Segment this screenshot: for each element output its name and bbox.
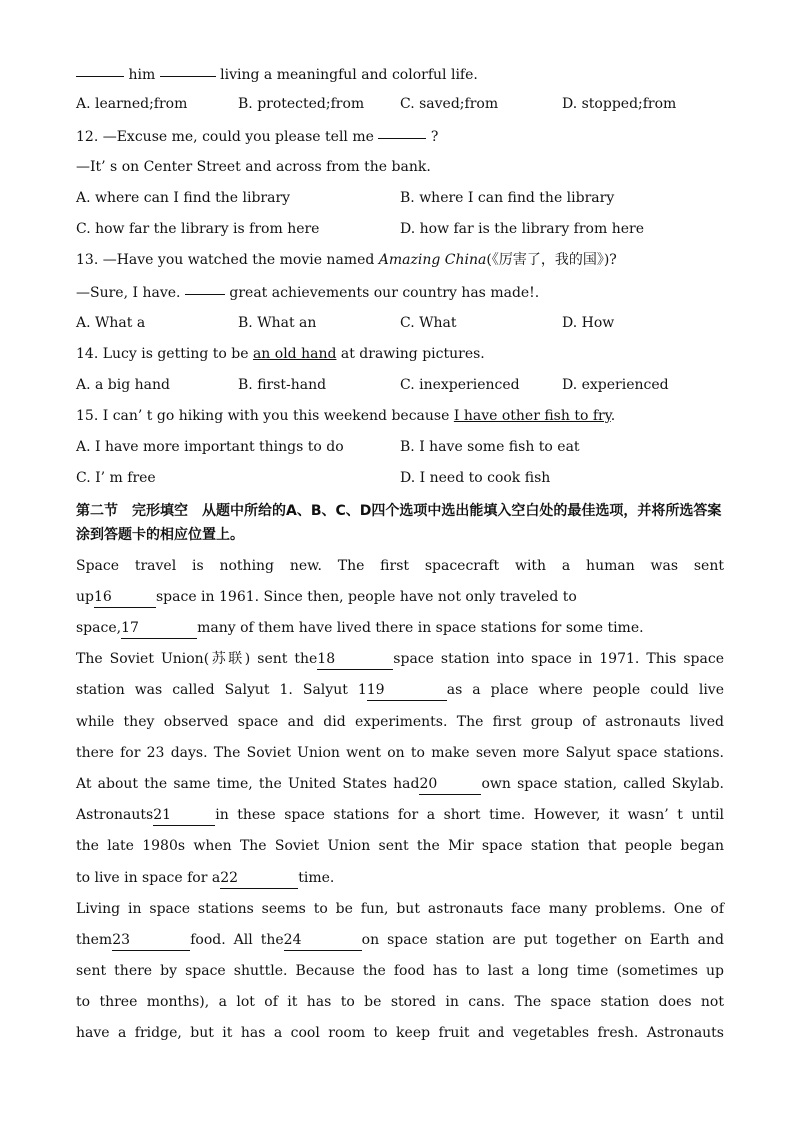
cloze-blank-20: 20 [419, 774, 481, 795]
q15-stem-pre: 15. I can’ t go hiking with you this weekend because [76, 408, 454, 425]
q11-option-a: A. learned;from [76, 96, 188, 113]
cloze-blank-24: 24 [284, 930, 362, 951]
q11-option-b: B. protected;from [238, 96, 365, 113]
passage-line [76, 925, 724, 956]
q14-stem [76, 339, 724, 370]
answer-blank [160, 58, 216, 77]
q13-option-c: C. What [400, 314, 457, 331]
q12-options-cd [76, 214, 724, 245]
passage-text: them [76, 931, 113, 948]
q13-answer-pre: —Sure, I have. [76, 285, 185, 302]
cloze-passage [76, 551, 724, 1050]
exam-page [76, 58, 724, 1050]
passage-line [76, 863, 724, 894]
cloze-blank-17: 17 [121, 618, 197, 639]
passage-line: have a fridge, but it has a cool room to keep fruit and vegetables fresh. Astronauts [76, 1025, 724, 1042]
passage-text: own space station, called Skylab. [481, 775, 724, 792]
section2-heading: 第二节 完形填空 从题中所给的A、B、C、D四个选项中选出能填入空白处的最佳选项，并将所选答案涂到答题卡的相应位置上。 [76, 502, 722, 543]
q11-option-d: D. stopped;from [562, 96, 677, 113]
q12-option-d: D. how far is the library from here [400, 220, 644, 237]
q13-stem-text: 13. —Have you watched the movie named [76, 252, 379, 269]
q14-stem-pre: 14. Lucy is getting to be [76, 345, 253, 362]
passage-text: to live in space for a [76, 869, 221, 886]
passage-text: station was called Salyut 1. Salyut 1 [76, 682, 367, 699]
q11-stem [76, 58, 724, 89]
passage-text: The Soviet Union(苏联) sent the [76, 651, 318, 668]
answer-blank [378, 120, 426, 139]
q12-stem-text: 12. —Excuse me, could you please tell me [76, 129, 379, 146]
passage-line [76, 644, 724, 675]
answer-blank [76, 58, 124, 77]
passage-line: while they observed space and did experiments. The first group of astronauts lived [76, 713, 724, 730]
q12-stem-end: ? [426, 129, 439, 146]
passage-text: time. [298, 869, 335, 886]
q13-options [76, 308, 724, 339]
passage-line: to three months), a lot of it has to be stored in cans. The space station does not [76, 994, 724, 1011]
passage-text: At about the same time, the United States had [76, 775, 420, 792]
q14-options [76, 370, 724, 401]
q15-options-ab [76, 432, 724, 463]
q13-option-d: D. How [562, 314, 615, 331]
passage-text: space, [76, 620, 122, 636]
q13-stem [76, 245, 724, 276]
q13-answer-post: great achievements our country has made!. [224, 285, 540, 302]
passage-line [76, 582, 724, 613]
passage-text: in these space stations for a short time. However, it wasn’ t until [215, 807, 724, 824]
q15-stem-post: . [610, 408, 616, 425]
q15-option-d: D. I need to cook fish [400, 470, 551, 487]
q12-stem [76, 120, 724, 151]
q15-options-cd [76, 463, 724, 494]
cloze-blank-21: 21 [153, 805, 215, 826]
passage-line: Space travel is nothing new. The first spacecraft with a human was sent [76, 557, 724, 574]
passage-line [76, 613, 724, 644]
q13-movie-title: Amazing China [378, 252, 487, 269]
passage-text: Astronauts [76, 807, 154, 824]
q14-option-a: A. a big hand [76, 376, 171, 393]
passage-text: as a place where people could live [446, 682, 725, 699]
cloze-blank-23: 23 [112, 930, 190, 951]
passage-text: up [76, 588, 94, 605]
q13-movie-cn: (《厉害了，我的国》)? [486, 252, 617, 269]
answer-blank [185, 276, 225, 295]
q15-underlined-phrase: I have other fish to fry [453, 408, 611, 425]
q12-answer: —It’ s on Center Street and across from the bank. [76, 158, 431, 175]
q11-stem-text-1: him [124, 67, 160, 83]
q13-answer [76, 276, 724, 307]
passage-text: space station into space in 1971. This space [393, 651, 724, 668]
passage-line [76, 675, 724, 706]
cloze-blank-18: 18 [317, 649, 393, 670]
passage-line: Living in space stations seems to be fun, but astronauts face many problems. One of [76, 900, 724, 917]
passage-line: there for 23 days. The Soviet Union went on to make seven more Salyut space stations. [76, 744, 724, 761]
cloze-blank-16: 16 [94, 587, 156, 608]
cloze-blank-22: 22 [220, 868, 298, 889]
q12-option-c: C. how far the library is from here [76, 220, 320, 237]
q14-option-c: C. inexperienced [400, 376, 520, 393]
q14-option-d: D. experienced [562, 376, 669, 393]
q14-option-b: B. first-hand [238, 376, 327, 393]
passage-text: on space station are put together on Earth and [361, 931, 724, 948]
q12-option-b: B. where I can find the library [400, 189, 615, 206]
q15-option-a: A. I have more important things to do [76, 439, 344, 456]
q14-underlined-phrase: an old hand [252, 345, 337, 362]
passage-line [76, 769, 724, 800]
cloze-blank-19: 19 [367, 680, 447, 701]
q15-option-b: B. I have some fish to eat [400, 439, 580, 456]
q15-stem [76, 401, 724, 432]
q15-option-c: C. I’ m free [76, 470, 156, 487]
passage-line [76, 800, 724, 831]
q12-options-ab [76, 183, 724, 214]
q13-option-a: A. What a [76, 314, 146, 331]
q13-option-b: B. What an [238, 314, 317, 331]
passage-line: sent there by space shuttle. Because the food has to last a long time (sometimes up [76, 963, 724, 980]
passage-line: the late 1980s when The Soviet Union sent the Mir space station that people began [76, 838, 724, 855]
q11-stem-text-2: living a meaningful and colorful life. [215, 67, 478, 83]
q14-stem-post: at drawing pictures. [336, 345, 485, 362]
passage-text: space in 1961. Since then, people have not only traveled to [155, 588, 577, 605]
q11-options [76, 89, 724, 120]
passage-text: food. All the [190, 931, 284, 948]
passage-text: many of them have lived there in space stations for some time. [197, 620, 644, 636]
q11-option-c: C. saved;from [400, 96, 499, 113]
q12-option-a: A. where can I find the library [76, 189, 291, 206]
